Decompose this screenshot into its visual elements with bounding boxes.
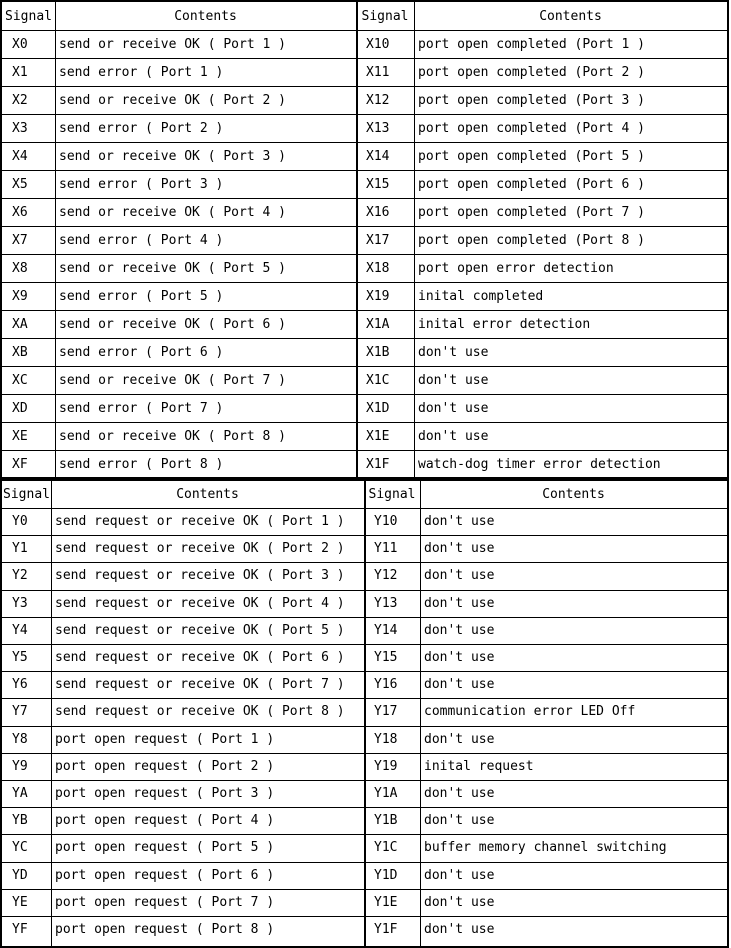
contents-cell: watch-dog timer error detection: [418, 456, 661, 472]
contents-cell: send request or receive OK ( Port 2 ): [55, 541, 345, 557]
table-row: [2, 226, 727, 255]
column-divider: [414, 2, 415, 477]
contents-cell: don't use: [424, 595, 495, 611]
contents-cell: don't use: [424, 922, 495, 938]
signal-cell: X1F: [366, 456, 390, 472]
contents-cell: port open completed (Port 8 ): [418, 232, 645, 248]
signal-cell: XA: [12, 316, 28, 332]
contents-cell: send request or receive OK ( Port 5 ): [55, 622, 345, 638]
contents-cell: port open request ( Port 1 ): [55, 731, 275, 747]
signal-cell: X4: [12, 148, 28, 164]
table-row: [2, 422, 727, 451]
signal-cell: Y10: [374, 514, 398, 530]
signal-cell: YE: [12, 894, 28, 910]
contents-header: Contents: [176, 487, 239, 502]
contents-cell: port open error detection: [418, 260, 614, 276]
table-row: [2, 394, 727, 423]
contents-cell: send request or receive OK ( Port 3 ): [55, 568, 345, 584]
signal-header: Signal: [361, 8, 409, 24]
contents-cell: send or receive OK ( Port 6 ): [59, 316, 286, 332]
table-row: [2, 142, 727, 171]
contents-cell: send or receive OK ( Port 3 ): [59, 148, 286, 164]
contents-cell: don't use: [424, 867, 495, 883]
signal-cell: Y2: [12, 568, 28, 584]
signal-cell: Y15: [374, 650, 398, 666]
contents-cell: send or receive OK ( Port 8 ): [59, 428, 286, 444]
contents-header: Contents: [539, 8, 602, 24]
signal-cell: X16: [366, 204, 390, 220]
signal-cell: XE: [12, 428, 28, 444]
column-divider: [356, 2, 358, 477]
contents-cell: port open request ( Port 4 ): [55, 813, 275, 829]
signal-cell: Y18: [374, 731, 398, 747]
signal-cell: Y6: [12, 677, 28, 693]
contents-cell: port open request ( Port 7 ): [55, 894, 275, 910]
table-row: [2, 338, 727, 367]
signal-cell: X5: [12, 176, 28, 192]
signal-cell: Y3: [12, 595, 28, 611]
signal-cell: XD: [12, 400, 28, 416]
contents-header: Contents: [174, 8, 237, 24]
contents-cell: port open completed (Port 6 ): [418, 176, 645, 192]
signal-cell: X13: [366, 120, 390, 136]
signal-cell: Y1C: [374, 840, 398, 856]
signal-cell: X10: [366, 36, 390, 52]
contents-cell: don't use: [418, 372, 489, 388]
signal-cell: X9: [12, 288, 28, 304]
table-row: [2, 86, 727, 115]
signal-cell: X1A: [366, 316, 390, 332]
signal-cell: Y5: [12, 650, 28, 666]
contents-cell: send or receive OK ( Port 1 ): [59, 36, 286, 52]
table-row: [2, 366, 727, 395]
signal-cell: Y19: [374, 758, 398, 774]
signal-cell: Y1D: [374, 867, 398, 883]
contents-cell: port open completed (Port 1 ): [418, 36, 645, 52]
table-row: [2, 282, 727, 311]
contents-cell: inital request: [424, 758, 534, 774]
signal-cell: XB: [12, 344, 28, 360]
column-divider: [51, 481, 52, 946]
contents-cell: port open request ( Port 3 ): [55, 786, 275, 802]
signal-cell: Y11: [374, 541, 398, 557]
signal-header: Signal: [5, 8, 52, 24]
signal-cell: XC: [12, 372, 28, 388]
contents-cell: port open completed (Port 3 ): [418, 92, 645, 108]
signal-cell: YD: [12, 867, 28, 883]
signal-cell: X15: [366, 176, 390, 192]
table-row: [2, 450, 727, 478]
contents-cell: send or receive OK ( Port 4 ): [59, 204, 286, 220]
contents-header: Contents: [542, 487, 605, 502]
contents-cell: port open completed (Port 5 ): [418, 148, 645, 164]
contents-cell: don't use: [424, 650, 495, 666]
signal-cell: Y1B: [374, 813, 398, 829]
contents-cell: don't use: [424, 514, 495, 530]
contents-cell: send error ( Port 2 ): [59, 120, 224, 136]
contents-cell: port open completed (Port 2 ): [418, 64, 645, 80]
contents-cell: don't use: [418, 428, 489, 444]
contents-cell: send or receive OK ( Port 5 ): [59, 260, 286, 276]
table-row: [2, 310, 727, 339]
contents-cell: buffer memory channel switching: [424, 840, 667, 856]
signal-cell: Y1: [12, 541, 28, 557]
contents-cell: port open request ( Port 6 ): [55, 867, 275, 883]
table-row: [2, 198, 727, 227]
contents-cell: send request or receive OK ( Port 7 ): [55, 677, 345, 693]
contents-cell: send request or receive OK ( Port 8 ): [55, 704, 345, 720]
contents-cell: don't use: [424, 677, 495, 693]
signal-cell: X6: [12, 204, 28, 220]
signal-cell: X7: [12, 232, 28, 248]
column-divider: [364, 481, 366, 946]
signal-cell: Y1E: [374, 894, 398, 910]
table-row: [2, 30, 727, 59]
contents-cell: port open completed (Port 4 ): [418, 120, 645, 136]
signal-cell: Y13: [374, 595, 398, 611]
contents-cell: don't use: [424, 813, 495, 829]
y-signal-table: [0, 478, 729, 948]
signal-cell: X3: [12, 120, 28, 136]
contents-cell: don't use: [424, 568, 495, 584]
signal-cell: Y1A: [374, 786, 398, 802]
x-table-header-row: [2, 2, 727, 31]
contents-cell: don't use: [424, 541, 495, 557]
signal-cell: X14: [366, 148, 390, 164]
contents-cell: inital completed: [418, 288, 544, 304]
signal-cell: X1E: [366, 428, 390, 444]
signal-cell: X1D: [366, 400, 390, 416]
signal-cell: X12: [366, 92, 390, 108]
contents-cell: inital error detection: [418, 316, 591, 332]
contents-cell: port open request ( Port 8 ): [55, 922, 275, 938]
signal-cell: X8: [12, 260, 28, 276]
contents-cell: don't use: [418, 344, 489, 360]
signal-cell: Y12: [374, 568, 398, 584]
contents-cell: send error ( Port 7 ): [59, 400, 224, 416]
signal-cell: Y16: [374, 677, 398, 693]
table-row: [2, 170, 727, 199]
signal-cell: YB: [12, 813, 28, 829]
signal-cell: Y8: [12, 731, 28, 747]
signal-cell: YF: [12, 922, 28, 938]
contents-cell: communication error LED Off: [424, 704, 636, 720]
contents-cell: don't use: [424, 894, 495, 910]
contents-cell: send or receive OK ( Port 2 ): [59, 92, 286, 108]
contents-cell: send error ( Port 4 ): [59, 232, 224, 248]
contents-cell: port open request ( Port 5 ): [55, 840, 275, 856]
contents-cell: send error ( Port 8 ): [59, 456, 224, 472]
signal-cell: X18: [366, 260, 390, 276]
contents-cell: don't use: [424, 786, 495, 802]
signal-cell: X2: [12, 92, 28, 108]
contents-cell: port open request ( Port 2 ): [55, 758, 275, 774]
contents-cell: send error ( Port 3 ): [59, 176, 224, 192]
contents-cell: don't use: [418, 400, 489, 416]
signal-cell: XF: [12, 456, 28, 472]
signal-cell: X1B: [366, 344, 390, 360]
contents-cell: send error ( Port 1 ): [59, 64, 224, 80]
column-divider: [420, 481, 421, 946]
signal-cell: YA: [12, 786, 28, 802]
table-row: [2, 254, 727, 283]
signal-header: Signal: [3, 487, 50, 502]
signal-cell: X17: [366, 232, 390, 248]
signal-cell: X1C: [366, 372, 390, 388]
signal-cell: Y7: [12, 704, 28, 720]
contents-cell: send error ( Port 6 ): [59, 344, 224, 360]
signal-cell: X19: [366, 288, 390, 304]
contents-cell: port open completed (Port 7 ): [418, 204, 645, 220]
contents-cell: send request or receive OK ( Port 1 ): [55, 514, 345, 530]
signal-cell: Y1F: [374, 922, 398, 938]
contents-cell: don't use: [424, 731, 495, 747]
contents-cell: don't use: [424, 622, 495, 638]
column-divider: [55, 2, 56, 477]
signal-cell: X11: [366, 64, 390, 80]
signal-header: Signal: [368, 487, 416, 502]
contents-cell: send request or receive OK ( Port 6 ): [55, 650, 345, 666]
contents-cell: send request or receive OK ( Port 4 ): [55, 595, 345, 611]
contents-cell: send error ( Port 5 ): [59, 288, 224, 304]
signal-cell: X1: [12, 64, 28, 80]
signal-cell: Y4: [12, 622, 28, 638]
signal-cell: Y17: [374, 704, 398, 720]
signal-cell: X0: [12, 36, 28, 52]
signal-cell: YC: [12, 840, 28, 856]
signal-cell: Y9: [12, 758, 28, 774]
table-row: [2, 114, 727, 143]
signal-cell: Y0: [12, 514, 28, 530]
signal-cell: Y14: [374, 622, 398, 638]
table-row: [2, 58, 727, 87]
contents-cell: send or receive OK ( Port 7 ): [59, 372, 286, 388]
